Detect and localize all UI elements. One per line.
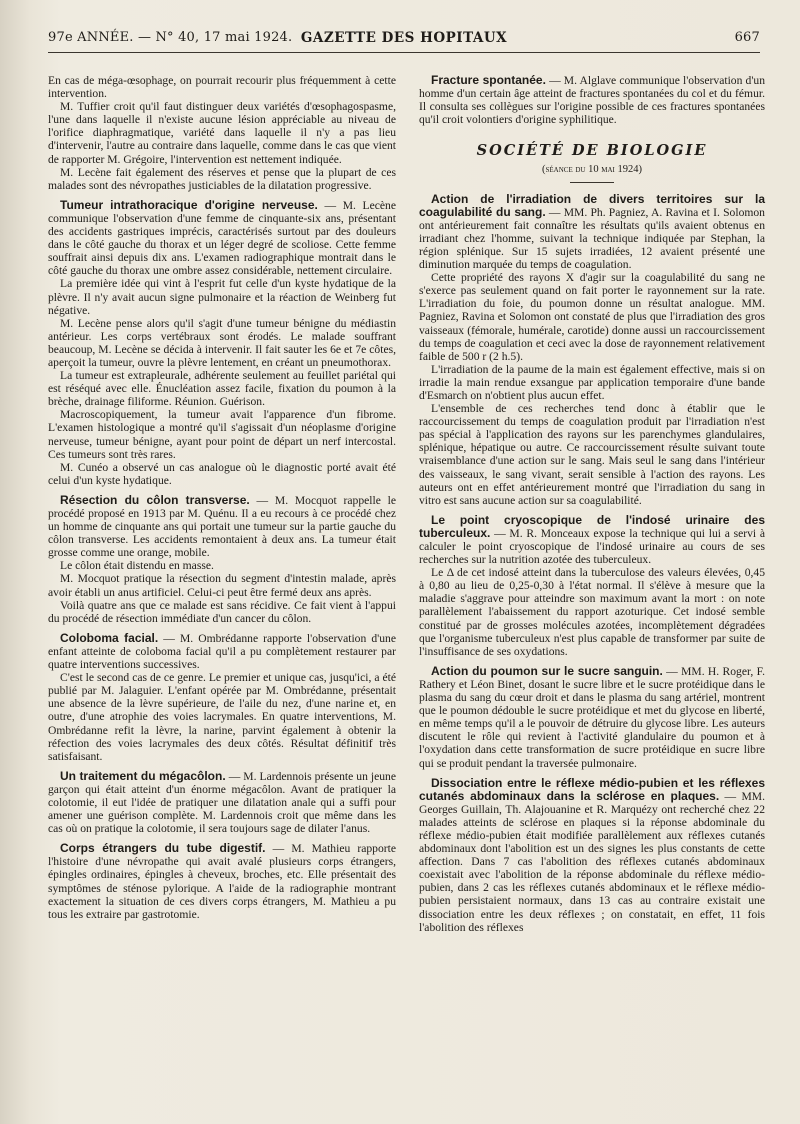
paragraph: La première idée qui vint à l'esprit fut celle d'un kyste hydatique de la plèvre. Il n'y avait aucun signe pulmonaire et la réaction de Weinberg fut négative. xyxy=(48,277,396,317)
article-irradiation xyxy=(419,193,765,507)
article-title: Un traitement du mégacôlon. xyxy=(60,768,226,783)
article-lead: — MM. H. Roger, F. Rathery et Léon Binet, dosant le sucre libre et le sucre protéidique dans le plasma du sang du cœur droit et dans le plasma du sang artériel, montrent que le poumon dédouble le sucre protéidique et met du glycose en liberté, en même temps qu'il a le pouvoir de détruire du glycose libre. Les auteurs discutent le rôle qui revient à l'activité glandulaire du poumon et à l'oxydation dans cette transformation de sucre protéidique en sucre libre qui se produit pendant la traversée pulmonaire. xyxy=(419,664,765,770)
paragraph: L'ensemble de ces recherches tend donc à établir que le raccourcissement du temps de coagulation produit par l'irradiation n'est pas spécial à l'application des rayons sur les parenchymes glandulaires, splénique, hépatique ou autre. Ce raccourcissement résulte suivant toute vraisemblance d'une action sur le sang. Mais seul le sang dans l'intérieur des vaisseaux, le sang vivant, serait sensible à l'action des rayons. Les auteurs ont en effet antérieurement montré que l'irradiation du sang in vitro est sans aucune action sur sa coagulabilité. xyxy=(419,402,765,507)
paragraph: L'irradiation de la paume de la main est également effective, mais si on irradie la main rendue exsangue par application temporaire d'une bande d'Esmarch on n'obtient plus aucun effet. xyxy=(419,362,765,402)
paragraph: M. Mocquot pratique la résection du segment d'intestin malade, après avoir établi un anus artificiel. Celui-ci peut être fermé deux ans après. xyxy=(48,572,396,599)
article-title: Le point cryoscopique de l'indosé urinaire des tuberculeux. xyxy=(419,512,765,540)
paragraph: C'est le second cas de ce genre. Le premier et unique cas, jusqu'ici, a été publié par M. Jalaguier. L'enfant opérée par M. Ombrédanne, présentait une absence de la lèvre supérieure, de l'aile du nez, d'une narine et, en outre, d'une atrophie des voies lacrymales. En quatre interventions, M. Ombrédanne refit la lèvre, la narine, parvint également à obtenir la réfection des voies lacrymales des deux côtés. Résultat définitif très satisfaisant. xyxy=(48,671,396,763)
article-fracture xyxy=(419,74,765,126)
session-date: (séance du 10 mai 1924) xyxy=(542,164,642,176)
article-title: Corps étrangers du tube digestif. xyxy=(60,841,266,856)
page-number: 667 xyxy=(734,30,760,45)
running-header xyxy=(48,30,760,53)
paragraph: Le Δ de cet indosé atteint dans la tuberculose des valeurs élevées, 0,45 à 0,80 au lieu de 0,25-0,30 à l'état normal. Il s'élève à mesure que la maladie s'aggrave pour atteindre son maximum avant la mort : on note parallèlement l'abaissement du rapport azoturique. Cet indosé semble constitué par de grosses molécules azotées, incomplètement dégradées que l'organisme tuberculeux n'est plus capable de transformer par suite de l'insuffisance de ses oxydations. xyxy=(419,566,765,658)
paragraph: M. Cunéo a observé un cas analogue où le diagnostic porté avait été celui d'un kyste hydatique. xyxy=(48,460,396,487)
paragraph: Cette propriété des rayons X d'agir sur la coagulabilité du sang ne s'exerce pas seulement quand on fait porter le rayonnement sur la rate. L'irradiation du foie, du poumon donne un résultat analogue. MM. Pagniez, Ravina et Solomon ont constaté de plus que l'irradiation des gros vaisseaux (fémorale, humérale, carotide) donne aussi un raccourcissement du temps de coagulation et ceci avec la dose de rayonnement relativement faible de 500 r (2 h.5). xyxy=(419,271,765,363)
article-lead: — MM. Ph. Pagniez, A. Ravina et I. Solomon ont antérieurement fait connaître les résultats qu'ils avaient obtenus en irradiant chez l'homme, suivant la technique indiquée par Stephan, la région splénique. Sur 15 sujets irradiées, 12 avaient présenté une diminution marquée du temps de coagulation. xyxy=(419,205,765,272)
right-column xyxy=(419,74,765,934)
article-title: Action du poumon sur le sucre sanguin. xyxy=(431,663,663,678)
paragraph: Voilà quatre ans que ce malade est sans récidive. Ce fait vient à l'appui du procédé de résection immédiate d'un cancer du côlon. xyxy=(48,598,396,625)
paragraph: M. Lecène fait également des réserves et pense que la plupart de ces malades sont des névropathes justiciables de la dilatation progressive. xyxy=(48,165,396,192)
article-title: Tumeur intrathoracique d'origine nerveuse. xyxy=(60,197,318,212)
left-column xyxy=(48,74,396,921)
article-poumon-sucre xyxy=(419,665,765,770)
article-lead: — M. Lardennois présente un jeune garçon qui était atteint d'un énorme mégacôlon. Avant de pratiquer la colotomie, il eut l'idée de pratiquer une dilatation anale qui a suffi pour amener une guérison complète. M. Lardennois croit que même dans les cas où on pratique la colotomie, il sera toujours sage de dilater l'anus. xyxy=(48,769,397,836)
article-lead: — M. R. Monceaux expose la technique qui lui a servi à calculer le point cryoscopique de l'indosé urinaire au cours de ses recherches sur la nutrition azotée des tuberculeux. xyxy=(419,526,765,567)
journal-title: GAZETTE DES HOPITAUX xyxy=(300,30,508,46)
article-title: Fracture spontanée. xyxy=(431,73,546,87)
paragraph: Macroscopiquement, la tumeur avait l'apparence d'un fibrome. L'examen histologique a montré qu'il s'agissait d'un néoplasme d'origine nerveuse, tumeur bénigne, ayant pour point de départ un nerf intercostal. Ces tumeurs sont très rares. xyxy=(48,408,396,461)
divider xyxy=(570,182,614,183)
article-lead: — M. Mathieu rapporte l'histoire d'une névropathe qui avait avalé plusieurs corps étrangers, épingles ordinaires, épingles à cheveux, broches, etc. Elle présentait des symptômes de sténose pylorique. A l'aide de la radiographie montrant exactement la situation de ces divers corps étrangers, M. Mathieu a pu tous les extraire par gastrotomie. xyxy=(48,842,396,921)
article-lead: — M. Lecène communique l'observation d'une femme de cinquante-six ans, présentant des accidents gastriques imprécis, caractérisés surtout par des douleurs dans le côté gauche du thorax et un léger degré de scoliose. Cette femme souffrait ainsi depuis dix ans. L'examen radiographique montrait dans le côté gauche du thorax une ombre assez considérable, nettement circulaire. xyxy=(48,198,396,278)
article-lead: — M. Mocquot rappelle le procédé proposé en 1913 par M. Quénu. Il a eu recours à ce procédé chez un homme de cinquante ans qui portait une tumeur sur la partie gauche du côlon transverse. Les accidents remontaient à deux ans. La tumeur était grosse comme une orange, mobile. xyxy=(48,493,397,560)
issue-info: 97e ANNÉE. — N° 40, 17 mai 1924. xyxy=(48,30,293,45)
paragraph: Le côlon était distendu en masse. xyxy=(60,559,214,573)
paragraph: La tumeur est extrapleurale, adhérente seulement au feuillet pariétal qui est réséqué avec elle. Énucléation assez facile, fixation du poumon à la brèche, drainage filiforme. Réunion. Guérison. xyxy=(48,369,396,409)
article-title: Action de l'irradiation de divers territoires sur la coagulabilité du sang. xyxy=(419,191,765,219)
article-coloboma xyxy=(48,632,396,763)
paragraph: En cas de méga-œsophage, on pourrait recourir plus fréquemment à cette intervention. xyxy=(48,74,396,101)
article-lead: — M. Alglave communique l'observation d'un homme d'un certain âge atteint de fractures spontanées du col et du fémur. Il consulta ses collègues sur l'origine possible de ces fractures spontanées qu'il croit volontiers d'origine syphilitique. xyxy=(419,74,765,127)
article-dissociation xyxy=(419,777,765,934)
section-heading: SOCIÉTÉ DE BIOLOGIE xyxy=(476,142,708,160)
article-megacolon xyxy=(48,770,396,835)
article-title: Coloboma facial. xyxy=(60,630,159,645)
article-cryoscopique xyxy=(419,514,765,658)
article-title: Résection du côlon transverse. xyxy=(60,492,250,507)
article-tumeur xyxy=(48,199,396,487)
paragraph: M. Lecène pense alors qu'il s'agit d'une tumeur bénigne du médiastin antérieur. Les corps vertébraux sont érodés. Le malade souffrant beaucoup, M. Lecène se décida à intervenir. Il fait sauter les 6e et 7e côtes, aperçoit la tumeur, ouvre la plèvre lentement, en créant un pneumothorax. xyxy=(48,316,396,369)
article-lead: — MM. Georges Guillain, Th. Alajouanine et R. Marquézy ont recherché chez 22 malades atteints de sclérose en plaques si la réponse abdominale du réflexe médio-pubien était modifiée parallèlement aux réflexes cutanés abdominaux dont l'abolition est un des signes les plus constants de cette affection. Dans 7 cas l'abolition des réflexes cutanés abdominaux coexistait avec l'abolition de la réponse abdominale du réflexe médio-pubien, dans 2 cas les réflexes cutanés abdominaux et le réflexe médio-pubien persistaient normaux, dans 13 cas au contraire existait une dissociation entre les deux réflexes ; on constatait, en effet, 11 fois l'abolition des réflexes xyxy=(419,789,765,934)
article-resection xyxy=(48,494,396,625)
paragraph: M. Tuffier croit qu'il faut distinguer deux variétés d'œsophagospasme, l'une dans laquelle il n'existe aucune lésion appréciable au niveau de l'orifice diaphragmatique, variété dans laquelle il n'y a pas lieu d'intervenir, l'autre au contraire dans laquelle, comme dans le cas que vient de rapporter M. Grégoire, l'intervention est nettement indiquée. xyxy=(48,100,396,166)
article-lead: — M. Ombrédanne rapporte l'observation d'une enfant atteinte de coloboma facial qu'il a pu complètement restaurer par quatre interventions successives. xyxy=(48,631,396,672)
article-corps-etrangers xyxy=(48,842,396,921)
article-title: Dissociation entre le réflexe médio-pubien et les réflexes cutanés abdominaux dans la sclérose en plaques. xyxy=(419,775,765,803)
